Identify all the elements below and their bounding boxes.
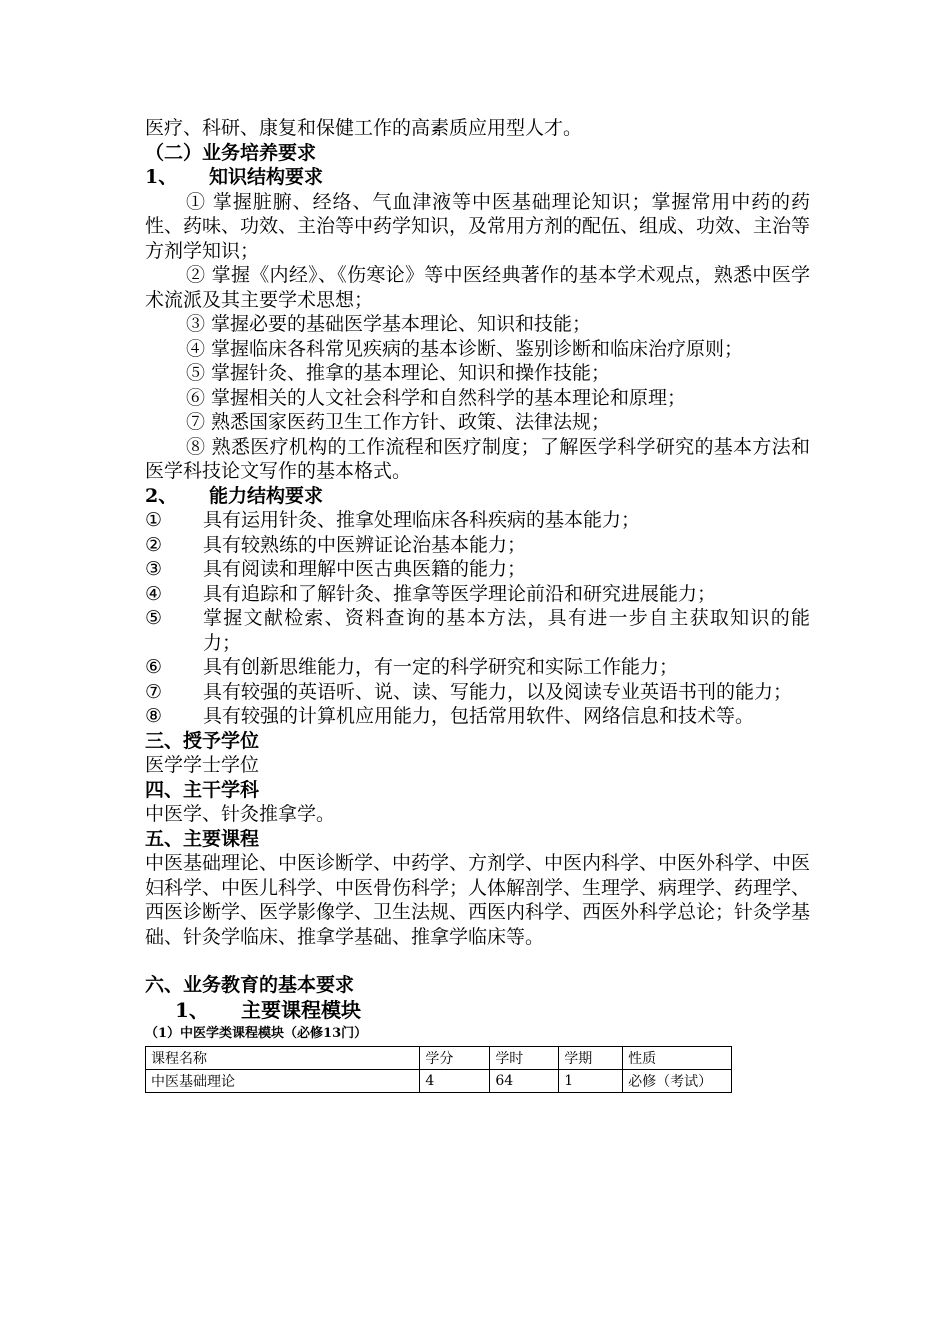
ability-item-number: ⑦ bbox=[145, 680, 163, 703]
section-heading-disciplines: 四、主干学科 bbox=[145, 778, 260, 801]
knowledge-item: ② 掌握《内经》、《伤寒论》等中医经典著作的基本学术观点，熟悉中医学术流派及其主要学术思想； bbox=[145, 264, 810, 311]
ability-item-text: 具有阅读和理解中医古典医籍的能力； bbox=[203, 558, 527, 580]
knowledge-heading-title: 知识结构要求 bbox=[209, 166, 324, 188]
table-row bbox=[146, 1069, 732, 1092]
disciplines-text: 中医学、针灸推拿学。 bbox=[145, 803, 336, 825]
ability-heading-number: 2、 bbox=[145, 484, 178, 507]
ability-item-text: 具有较熟练的中医辨证论治基本能力； bbox=[203, 533, 527, 556]
ability-item bbox=[145, 533, 810, 558]
section-heading-training: （二）业务培养要求 bbox=[145, 141, 317, 164]
ability-heading-title: 能力结构要求 bbox=[209, 484, 324, 507]
table-header-cell: 学分 bbox=[420, 1046, 490, 1069]
module-heading bbox=[145, 998, 810, 1022]
ability-item-number: ⑥ bbox=[145, 656, 163, 678]
ability-item bbox=[145, 557, 810, 582]
ability-item-text: 具有较强的英语听、说、读、写能力，以及阅读专业英语书刊的能力； bbox=[203, 680, 793, 703]
document-content bbox=[145, 116, 810, 1093]
section-heading-courses: 五、主要课程 bbox=[145, 827, 260, 850]
module-heading-title: 主要课程模块 bbox=[241, 997, 361, 1022]
knowledge-item: ⑥ 掌握相关的人文社会科学和自然科学的基本理论和原理； bbox=[186, 386, 687, 409]
ability-item bbox=[145, 680, 810, 705]
ability-item-text: 掌握文献检索、资料查询的基本方法，具有进一步自主获取知识的能力； bbox=[203, 607, 810, 654]
knowledge-item: ⑧ 熟悉医疗机构的工作流程和医疗制度；了解医学科学研究的基本方法和医学科技论文写作的基本格式。 bbox=[145, 435, 810, 482]
ability-item-number: ② bbox=[145, 533, 163, 556]
ability-item-number: ① bbox=[145, 509, 163, 531]
knowledge-item: ③ 掌握必要的基础医学基本理论、知识和技能； bbox=[186, 313, 592, 335]
table-header-row bbox=[146, 1046, 732, 1069]
table-header-cell: 学时 bbox=[490, 1046, 559, 1069]
table-cell: 必修（考试） bbox=[623, 1069, 732, 1092]
ability-item bbox=[145, 704, 810, 729]
course-table bbox=[145, 1046, 732, 1093]
ability-item bbox=[145, 508, 810, 533]
ability-item-number: ⑤ bbox=[145, 607, 163, 629]
table-header-cell: 课程名称 bbox=[146, 1046, 420, 1069]
table-header-cell: 性质 bbox=[623, 1046, 732, 1069]
ability-item bbox=[145, 606, 810, 655]
knowledge-heading-number: 1、 bbox=[145, 166, 178, 188]
knowledge-item: ⑤ 掌握针灸、推拿的基本理论、知识和操作技能； bbox=[186, 362, 611, 384]
degree-text: 医学学士学位 bbox=[145, 754, 260, 776]
table-cell: 64 bbox=[490, 1069, 559, 1092]
blank-line bbox=[145, 949, 810, 973]
ability-item bbox=[145, 582, 810, 607]
ability-item-number: ④ bbox=[145, 582, 163, 605]
section-heading-degree: 三、授予学位 bbox=[145, 729, 260, 752]
module-subtitle: （1）中医学类课程模块（必修13门） bbox=[145, 1025, 368, 1041]
ability-item-text: 具有运用针灸、推拿处理临床各科疾病的基本能力； bbox=[203, 509, 641, 531]
table-cell: 4 bbox=[420, 1069, 490, 1092]
table-cell: 1 bbox=[559, 1069, 623, 1092]
ability-item-text: 具有创新思维能力，有一定的科学研究和实际工作能力； bbox=[203, 656, 679, 678]
ability-item-text: 具有追踪和了解针灸、推拿等医学理论前沿和研究进展能力； bbox=[203, 582, 717, 605]
module-heading-number: 1、 bbox=[175, 997, 209, 1022]
ability-item bbox=[145, 655, 810, 680]
table-header-cell: 学期 bbox=[559, 1046, 623, 1069]
table-cell: 中医基础理论 bbox=[146, 1069, 420, 1092]
knowledge-heading bbox=[145, 165, 810, 190]
knowledge-item: ⑦ 熟悉国家医药卫生工作方针、政策、法律法规； bbox=[186, 411, 611, 433]
courses-text: 中医基础理论、中医诊断学、中药学、方剂学、中医内科学、中医外科学、中医妇科学、中医儿科学、中医骨伤科学；人体解剖学、生理学、病理学、药理学、西医诊断学、医学影像学、卫生法规、西医内科学、西医外科学总论；针灸学基础、针灸学临床、推拿学基础、推拿学临床等。 bbox=[145, 852, 811, 948]
ability-item-text: 具有较强的计算机应用能力，包括常用软件、网络信息和技术等。 bbox=[203, 705, 755, 727]
ability-item-number: ③ bbox=[145, 558, 163, 580]
knowledge-item: ① 掌握脏腑、经络、气血津液等中医基础理论知识；掌握常用中药的药性、药味、功效、主治等中药学知识，及常用方剂的配伍、组成、功效、主治等方剂学知识； bbox=[145, 190, 811, 262]
intro-paragraph: 医疗、科研、康复和保健工作的高素质应用型人才。 bbox=[145, 117, 583, 139]
section-heading-education: 六、业务教育的基本要求 bbox=[145, 974, 355, 996]
knowledge-item: ④ 掌握临床各科常见疾病的基本诊断、鉴别诊断和临床治疗原则； bbox=[186, 337, 744, 360]
ability-heading bbox=[145, 484, 810, 509]
ability-item-number: ⑧ bbox=[145, 705, 163, 727]
